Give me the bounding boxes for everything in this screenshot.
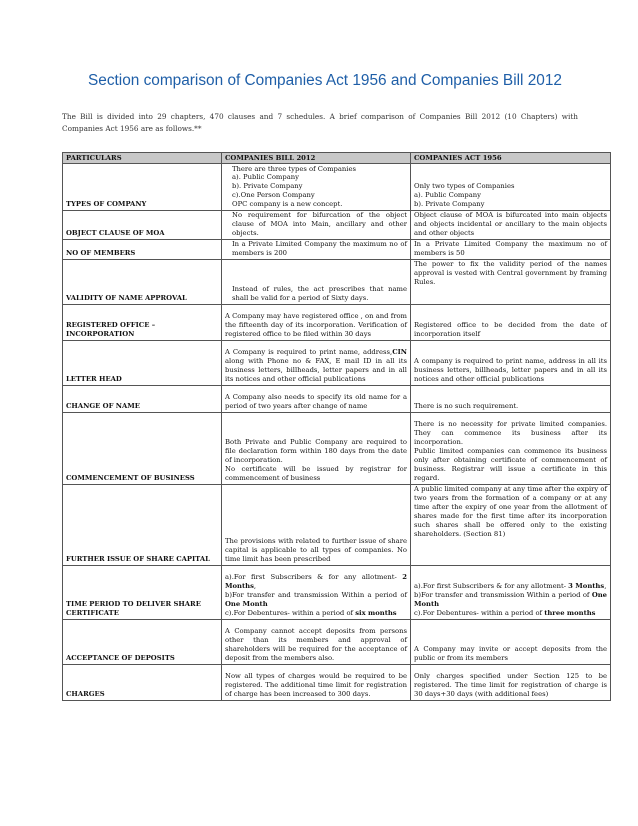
table-row xyxy=(63,664,611,700)
row-particular: TYPES OF COMPANY xyxy=(63,164,222,211)
table-row xyxy=(63,412,611,484)
row-act: A public limited company at any time after the expiry of two years from the formation of a company or at any time after the expiry of one year from the allotment of shares made for the first time after its incorporation such shares shall be offered only to the existing shareholders. (Section 81) xyxy=(411,484,611,565)
row-particular: VALIDITY OF NAME APPROVAL xyxy=(63,259,222,304)
table-row xyxy=(63,210,611,239)
row-bill: a).For first Subscribers & for any allotment- 2 Months, b)For transfer and transmission Within a period of One Month c).For Debentures- within a period of six months xyxy=(222,565,411,619)
intro-paragraph: The Bill is divided into 29 chapters, 470 clauses and 7 schedules. A brief comparison of Companies Bill 2012 (10 Chapters) with Companies Act 1956 are as follows.** xyxy=(62,112,578,133)
row-act: Only two types of Companies a). Public Company b). Private Company xyxy=(411,164,611,211)
row-act: In a Private Limited Company the maximum no of members is 50 xyxy=(411,239,611,259)
row-bill: No requirement for bifurcation of the object clause of MOA into Main, ancillary and other objects. xyxy=(222,210,411,239)
row-particular: ACCEPTANCE OF DEPOSITS xyxy=(63,619,222,664)
header-companies-act-1956: COMPANIES ACT 1956 xyxy=(411,153,611,164)
row-particular: CHARGES xyxy=(63,664,222,700)
row-particular: OBJECT CLAUSE OF MOA xyxy=(63,210,222,239)
table-row xyxy=(63,619,611,664)
table-row xyxy=(63,385,611,412)
row-particular: FURTHER ISSUE OF SHARE CAPITAL xyxy=(63,484,222,565)
row-act: There is no such requirement. xyxy=(411,385,611,412)
header-particulars: PARTICULARS xyxy=(63,153,222,164)
row-act: Only charges specified under Section 125 to be registered. The time limit for registration of charge is 30 days+30 days (with additional fees) xyxy=(411,664,611,700)
table-row xyxy=(63,259,611,304)
header-companies-bill-2012: COMPANIES BILL 2012 xyxy=(222,153,411,164)
table-row xyxy=(63,565,611,619)
row-bill: Now all types of charges would be required to be registered. The additional time limit for registration of charge has been increased to 300 days. xyxy=(222,664,411,700)
row-particular: REGISTERED OFFICE – INCORPORATION xyxy=(63,304,222,340)
table-row xyxy=(63,239,611,259)
row-bill: The provisions with related to further issue of share capital is applicable to all types of companies. No time limit has been prescribed xyxy=(222,484,411,565)
table-row xyxy=(63,164,611,211)
row-bill: There are three types of Companies a). Public Company b). Private Company c).One Person Company OPC company is a new concept. xyxy=(222,164,411,211)
row-act: A Company may invite or accept deposits from the public or from its members xyxy=(411,619,611,664)
row-particular: COMMENCEMENT OF BUSINESS xyxy=(63,412,222,484)
row-act: The power to fix the validity period of the names approval is vested with Central government by framing Rules. xyxy=(411,259,611,304)
table-row xyxy=(63,304,611,340)
row-act: a).For first Subscribers & for any allotment- 3 Months, b)For transfer and transmission Within a period of One Month c).For Debentures- within a period of three months xyxy=(411,565,611,619)
row-act: There is no necessity for private limited companies. They can commence its business after its incorporation. Public limited companies can commence its business only after obtaining certificate of commencement of business. Registrar will issue a certificate in this regard. xyxy=(411,412,611,484)
row-bill: A Company cannot accept deposits from persons other than its members and approval of shareholders will be required for the acceptance of deposit from the members also. xyxy=(222,619,411,664)
table-row xyxy=(63,484,611,565)
row-bill: Both Private and Public Company are required to file declaration form within 180 days from the date of incorporation. No certificate will be issued by registrar for commencement of business xyxy=(222,412,411,484)
comparison-table xyxy=(62,152,611,701)
table-row xyxy=(63,340,611,385)
row-particular: NO OF MEMBERS xyxy=(63,239,222,259)
page-title: Section comparison of Companies Act 1956 and Companies Bill 2012 xyxy=(88,72,562,89)
row-bill: A Company may have registered office , on and from the fifteenth day of its incorporation. Verification of registered office to be filed within 30 days xyxy=(222,304,411,340)
row-act: A company is required to print name, address in all its business letters, billheads, letter papers and in all its notices and other official publications xyxy=(411,340,611,385)
row-bill: In a Private Limited Company the maximum no of members is 200 xyxy=(222,239,411,259)
row-act: Object clause of MOA is bifurcated into main objects and objects incidental or ancillary to the main objects and other objects xyxy=(411,210,611,239)
row-particular: TIME PERIOD TO DELIVER SHARE CERTIFICATE xyxy=(63,565,222,619)
row-particular: CHANGE OF NAME xyxy=(63,385,222,412)
row-bill: Instead of rules, the act prescribes that name shall be valid for a period of Sixty days. xyxy=(222,259,411,304)
row-bill: A Company also needs to specify its old name for a period of two years after change of name xyxy=(222,385,411,412)
table-header-row xyxy=(63,153,611,164)
row-particular: LETTER HEAD xyxy=(63,340,222,385)
row-act: Registered office to be decided from the date of incorporation itself xyxy=(411,304,611,340)
row-bill: A Company is required to print name, address,CIN along with Phone no & FAX, E mail ID in all its business letters, billheads, letter papers and in all its notices and other official publications xyxy=(222,340,411,385)
